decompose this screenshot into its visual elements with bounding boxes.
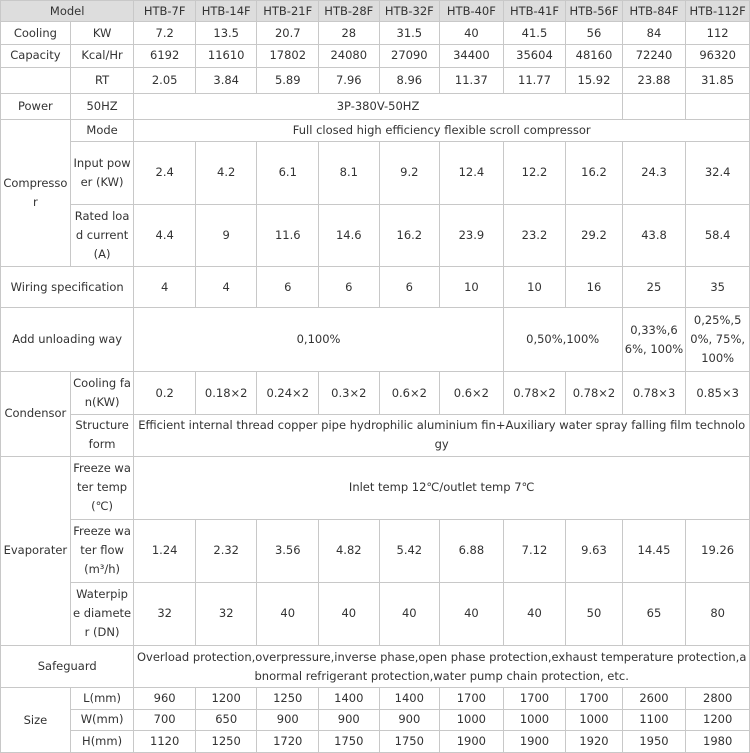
compressor-mode-label: Mode (70, 119, 134, 141)
compressor-current-value: 29.2 (566, 204, 622, 266)
condensor-fan-value: 0.85×3 (686, 371, 750, 414)
capacity-rt-blank (1, 67, 71, 93)
compressor-input-label: Input power (KW) (70, 142, 134, 204)
compressor-current-value: 4.4 (134, 204, 196, 266)
model-name: HTB-14F (195, 1, 257, 22)
cooling-label: Cooling (1, 22, 71, 45)
compressor-mode-value: Full closed high efficiency flexible scroll compressor (134, 119, 750, 141)
condensor-fan-value: 0.18×2 (195, 371, 257, 414)
wiring-value: 16 (566, 267, 622, 308)
condensor-label: Condensor (1, 371, 71, 456)
size-h-value: 1980 (686, 730, 750, 752)
evaporater-flow-value: 7.12 (503, 520, 566, 582)
wiring-value: 4 (134, 267, 196, 308)
evaporater-flow-value: 19.26 (686, 520, 750, 582)
size-l-value: 1700 (566, 688, 622, 709)
compressor-current-value: 23.2 (503, 204, 566, 266)
condensor-fan-value: 0.3×2 (319, 371, 380, 414)
evaporater-pipe-value: 40 (379, 582, 440, 646)
capacity-label: Capacity (1, 45, 71, 67)
size-w-value: 650 (195, 709, 257, 730)
evaporater-temp-value: Inlet temp 12℃/outlet temp 7℃ (134, 456, 750, 520)
power-unit: 50HZ (70, 93, 134, 119)
unloading-84-value: 0,33%,66%, 100% (622, 308, 686, 372)
compressor-input-value: 8.1 (319, 142, 380, 204)
wiring-value: 4 (195, 267, 257, 308)
cooling-value: 40 (440, 22, 504, 45)
compressor-current-value: 23.9 (440, 204, 504, 266)
compressor-input-value: 9.2 (379, 142, 440, 204)
compressor-current-value: 14.6 (319, 204, 380, 266)
size-l-value: 1250 (257, 688, 319, 709)
capacity-kcal-unit: Kcal/Hr (70, 45, 134, 67)
capacity-kcal-value: 6192 (134, 45, 196, 67)
compressor-input-value: 2.4 (134, 142, 196, 204)
size-h-value: 1720 (257, 730, 319, 752)
evaporater-pipe-value: 40 (319, 582, 380, 646)
condensor-fan-label: Cooling fan(KW) (70, 371, 134, 414)
size-h-value: 1900 (440, 730, 504, 752)
size-w-value: 900 (319, 709, 380, 730)
unloading-row (1, 308, 750, 372)
compressor-input-value: 12.4 (440, 142, 504, 204)
compressor-current-row (1, 204, 750, 266)
capacity-kcal-value: 17802 (257, 45, 319, 67)
condensor-fan-value: 0.6×2 (379, 371, 440, 414)
size-w-value: 900 (379, 709, 440, 730)
evaporater-flow-value: 9.63 (566, 520, 622, 582)
evaporater-flow-value: 14.45 (622, 520, 686, 582)
capacity-rt-row (1, 67, 750, 93)
unloading-group2-value: 0,50%,100% (503, 308, 622, 372)
size-l-value: 2800 (686, 688, 750, 709)
size-l-value: 1200 (195, 688, 257, 709)
size-h-value: 1750 (379, 730, 440, 752)
condensor-structure-label: Structure form (70, 415, 134, 456)
condensor-fan-value: 0.78×3 (622, 371, 686, 414)
evaporater-label: Evaporater (1, 456, 71, 645)
capacity-rt-value: 31.85 (686, 67, 750, 93)
evaporater-pipe-label: Waterpipe diameter (DN) (70, 582, 134, 646)
size-l-value: 1400 (379, 688, 440, 709)
capacity-rt-value: 3.84 (195, 67, 257, 93)
evaporater-pipe-value: 80 (686, 582, 750, 646)
size-l-value: 1700 (440, 688, 504, 709)
capacity-kcal-value: 34400 (440, 45, 504, 67)
wiring-label: Wiring specification (1, 267, 134, 308)
condensor-fan-value: 0.6×2 (440, 371, 504, 414)
model-name: HTB-112F (686, 1, 750, 22)
evaporater-flow-value: 4.82 (319, 520, 380, 582)
size-h-value: 1950 (622, 730, 686, 752)
size-w-value: 700 (134, 709, 196, 730)
evaporater-pipe-value: 50 (566, 582, 622, 646)
size-w-value: 900 (257, 709, 319, 730)
condensor-fan-value: 0.24×2 (257, 371, 319, 414)
unloading-112-value: 0,25%,50%, 75%,100% (686, 308, 750, 372)
cooling-value: 41.5 (503, 22, 566, 45)
size-label: Size (1, 688, 71, 753)
capacity-rt-value: 15.92 (566, 67, 622, 93)
capacity-rt-unit: RT (70, 67, 134, 93)
evaporater-flow-row (1, 520, 750, 582)
capacity-rt-value: 2.05 (134, 67, 196, 93)
unloading-group1-value: 0,100% (134, 308, 503, 372)
evaporater-flow-value: 3.56 (257, 520, 319, 582)
size-w-value: 1000 (503, 709, 566, 730)
cooling-value: 20.7 (257, 22, 319, 45)
size-w-value: 1200 (686, 709, 750, 730)
compressor-input-value: 16.2 (566, 142, 622, 204)
evaporater-flow-value: 1.24 (134, 520, 196, 582)
model-name: HTB-28F (319, 1, 380, 22)
wiring-value: 25 (622, 267, 686, 308)
capacity-kcal-row (1, 45, 750, 67)
cooling-value: 112 (686, 22, 750, 45)
size-w-value: 1000 (566, 709, 622, 730)
size-w-row (1, 709, 750, 730)
size-h-row (1, 730, 750, 752)
model-name: HTB-21F (257, 1, 319, 22)
evaporater-temp-label: Freeze water temp (℃) (70, 456, 134, 520)
capacity-kcal-value: 11610 (195, 45, 257, 67)
size-h-value: 1920 (566, 730, 622, 752)
size-w-value: 1000 (440, 709, 504, 730)
unloading-label: Add unloading way (1, 308, 134, 372)
evaporater-pipe-value: 32 (134, 582, 196, 646)
evaporater-pipe-value: 65 (622, 582, 686, 646)
capacity-rt-value: 7.96 (319, 67, 380, 93)
header-row (1, 1, 750, 22)
size-l-value: 1700 (503, 688, 566, 709)
power-blank (622, 93, 686, 119)
condensor-structure-row (1, 415, 750, 456)
condensor-fan-value: 0.78×2 (503, 371, 566, 414)
evaporater-pipe-value: 40 (503, 582, 566, 646)
power-row (1, 93, 750, 119)
cooling-value: 56 (566, 22, 622, 45)
model-name: HTB-56F (566, 1, 622, 22)
evaporater-flow-label: Freeze water flow (m³/h) (70, 520, 134, 582)
model-name: HTB-41F (503, 1, 566, 22)
evaporater-flow-value: 5.42 (379, 520, 440, 582)
evaporater-flow-value: 6.88 (440, 520, 504, 582)
capacity-rt-value: 23.88 (622, 67, 686, 93)
cooling-value: 7.2 (134, 22, 196, 45)
size-w-label: W(mm) (70, 709, 134, 730)
wiring-value: 10 (440, 267, 504, 308)
size-l-value: 960 (134, 688, 196, 709)
wiring-row (1, 267, 750, 308)
compressor-input-value: 32.4 (686, 142, 750, 204)
size-h-value: 1900 (503, 730, 566, 752)
model-name: HTB-32F (379, 1, 440, 22)
wiring-value: 6 (379, 267, 440, 308)
capacity-rt-value: 11.77 (503, 67, 566, 93)
power-blank (686, 93, 750, 119)
cooling-value: 31.5 (379, 22, 440, 45)
wiring-value: 6 (319, 267, 380, 308)
evaporater-pipe-row (1, 582, 750, 646)
power-label: Power (1, 93, 71, 119)
condensor-fan-row (1, 371, 750, 414)
cooling-row (1, 22, 750, 45)
size-w-value: 1100 (622, 709, 686, 730)
capacity-kcal-value: 24080 (319, 45, 380, 67)
cooling-value: 28 (319, 22, 380, 45)
evaporater-pipe-value: 40 (440, 582, 504, 646)
capacity-kcal-value: 35604 (503, 45, 566, 67)
model-name: HTB-84F (622, 1, 686, 22)
model-name: HTB-40F (440, 1, 504, 22)
compressor-current-value: 43.8 (622, 204, 686, 266)
wiring-value: 6 (257, 267, 319, 308)
capacity-rt-value: 11.37 (440, 67, 504, 93)
compressor-mode-row (1, 119, 750, 141)
size-h-value: 1250 (195, 730, 257, 752)
evaporater-flow-value: 2.32 (195, 520, 257, 582)
model-name: HTB-7F (134, 1, 196, 22)
cooling-value: 13.5 (195, 22, 257, 45)
capacity-kcal-value: 27090 (379, 45, 440, 67)
compressor-input-value: 12.2 (503, 142, 566, 204)
wiring-value: 10 (503, 267, 566, 308)
capacity-kcal-value: 48160 (566, 45, 622, 67)
condensor-fan-value: 0.2 (134, 371, 196, 414)
evaporater-temp-row (1, 456, 750, 520)
cooling-unit: KW (70, 22, 134, 45)
evaporater-pipe-value: 32 (195, 582, 257, 646)
compressor-current-value: 16.2 (379, 204, 440, 266)
capacity-kcal-value: 96320 (686, 45, 750, 67)
compressor-current-value: 58.4 (686, 204, 750, 266)
capacity-kcal-value: 72240 (622, 45, 686, 67)
compressor-label: Compressor (1, 119, 71, 266)
evaporater-pipe-value: 40 (257, 582, 319, 646)
safeguard-value: Overload protection,overpressure,inverse phase,open phase protection,exhaust temperature protection,abnormal refrigerant protection,water pump chain protection, etc. (134, 646, 750, 688)
size-h-value: 1750 (319, 730, 380, 752)
safeguard-row (1, 646, 750, 688)
compressor-input-row (1, 142, 750, 204)
model-label: Model (1, 1, 134, 22)
size-h-label: H(mm) (70, 730, 134, 752)
condensor-fan-value: 0.78×2 (566, 371, 622, 414)
safeguard-label: Safeguard (1, 646, 134, 688)
size-h-value: 1120 (134, 730, 196, 752)
capacity-rt-value: 5.89 (257, 67, 319, 93)
size-l-value: 1400 (319, 688, 380, 709)
compressor-input-value: 6.1 (257, 142, 319, 204)
cooling-value: 84 (622, 22, 686, 45)
size-l-label: L(mm) (70, 688, 134, 709)
capacity-rt-value: 8.96 (379, 67, 440, 93)
size-l-value: 2600 (622, 688, 686, 709)
compressor-current-label: Rated load current(A) (70, 204, 134, 266)
compressor-current-value: 11.6 (257, 204, 319, 266)
compressor-input-value: 24.3 (622, 142, 686, 204)
condensor-structure-value: Efficient internal thread copper pipe hydrophilic aluminium fin+Auxiliary water spray falling film technology (134, 415, 750, 456)
compressor-input-value: 4.2 (195, 142, 257, 204)
compressor-current-value: 9 (195, 204, 257, 266)
wiring-value: 35 (686, 267, 750, 308)
power-value: 3P-380V-50HZ (134, 93, 622, 119)
size-l-row (1, 688, 750, 709)
